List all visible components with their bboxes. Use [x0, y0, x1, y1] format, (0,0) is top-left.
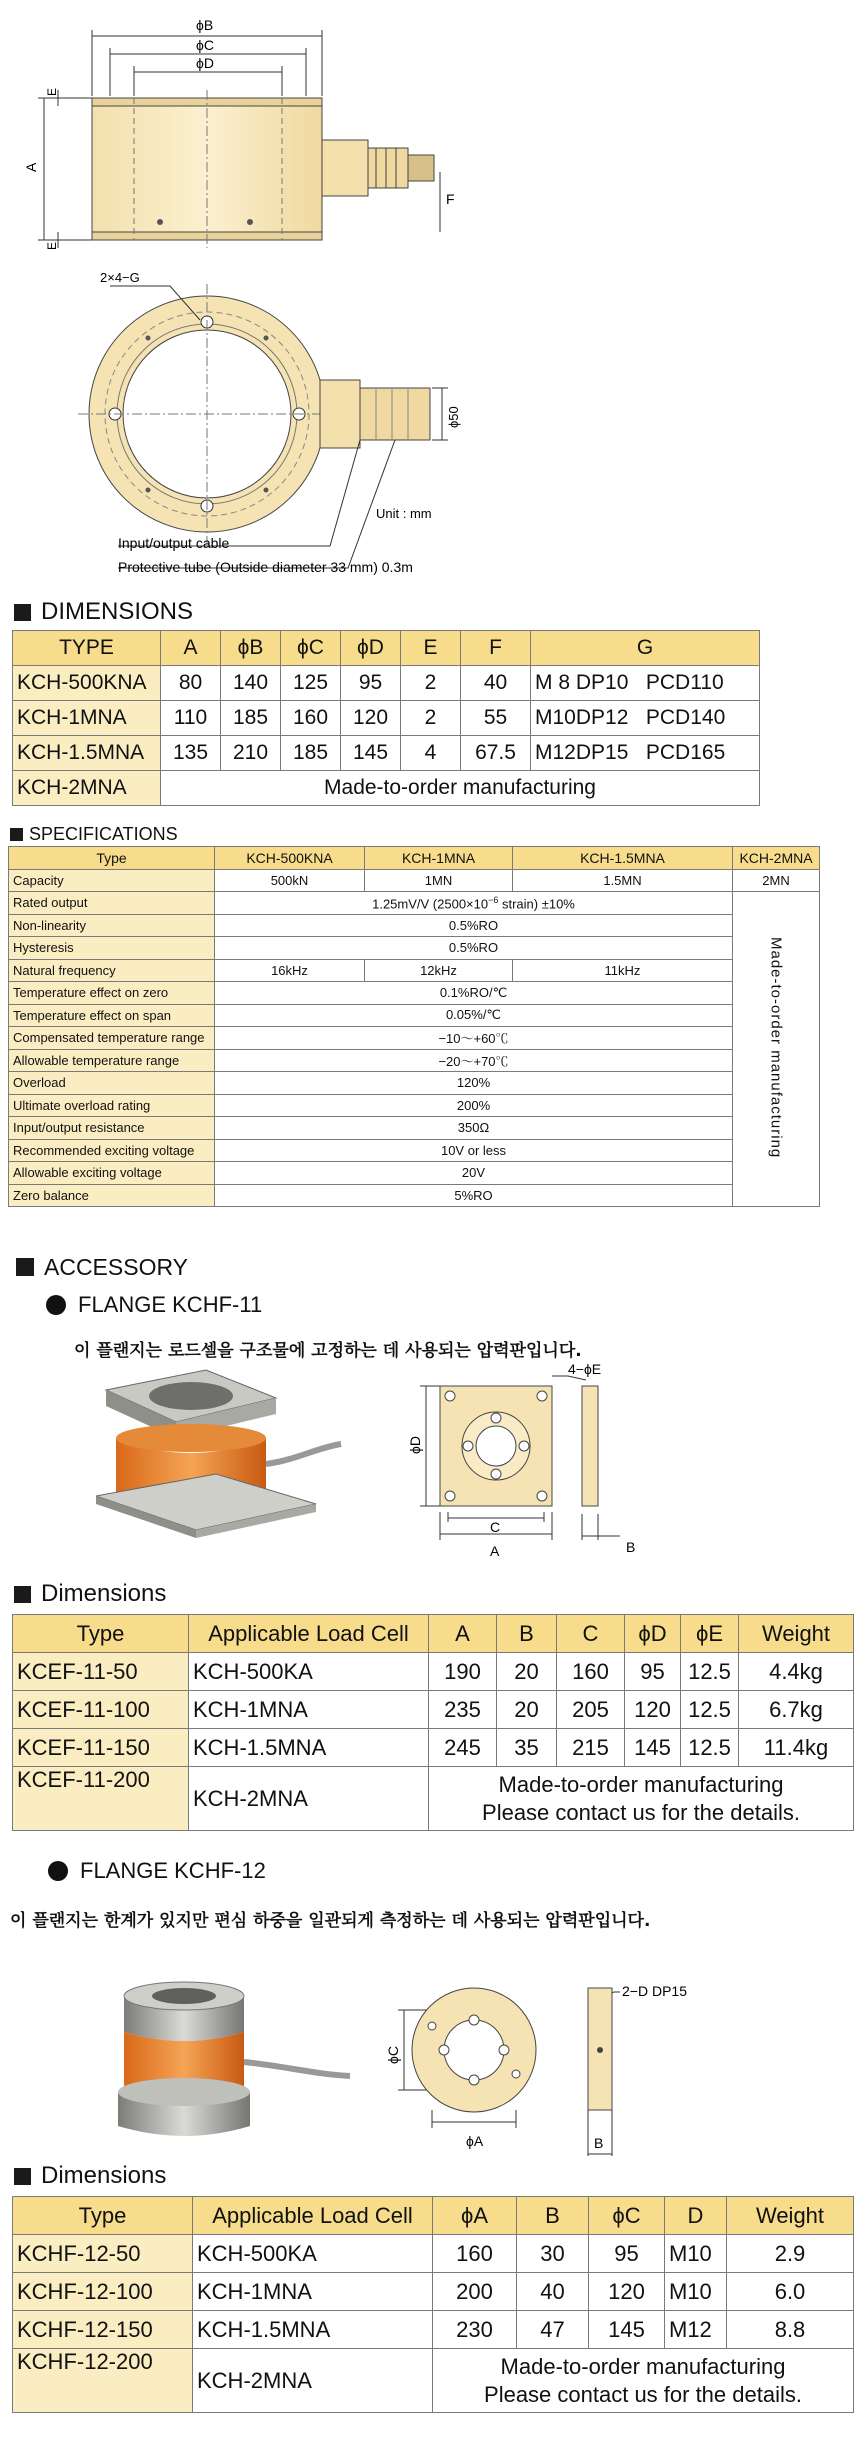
- flange12-drawing: [384, 1970, 704, 2160]
- table-row: Rated output 1.25mV/V ($2500\times 10^{-6}$ strain) ±10% Made-to-order manufacturing: [9, 892, 820, 915]
- table-row: KCH-500KNA 80 140 125 95 2 40 M 8 DP10 PCD110: [13, 666, 760, 701]
- flange11-label-C: C: [490, 1519, 501, 1535]
- label-phiD: ϕD: [196, 55, 214, 71]
- col-type: Type: [9, 847, 215, 870]
- table-row: Allowable exciting voltage 20V: [9, 1162, 820, 1185]
- specifications-table: Type KCH-500KNA KCH-1MNA KCH-1.5MNA KCH-2MNA Capacity 500kN 1MN 1.5MN 2MN Rated output 1.25mV/V ($2500\times 10^{-6}$ strain) ±10% Made-to-order manufacturing Non-linearity 0.5%RO Hysteresis 0.5%RO Natural frequency 16kHz 12kHz 11kHz Temperature effect on zero 0.1%RO/℃ Temperature effect on span 0.05%/℃ Compensated temperature range −10～+60℃ Allowable temperature range −20～+70℃ Overload 120% Ultimate overload rating 200% Input/output resistance 350Ω Recommended exciting voltage 10V or less Allowable exciting voltage 20V Zero balance 5%RO: [8, 846, 820, 1207]
- col-B: ϕB: [221, 631, 281, 666]
- flange11-label-E: 4−ϕE: [568, 1362, 602, 1377]
- col-E: E: [401, 631, 461, 666]
- flange11-heading: FLANGE KCHF-11: [46, 1292, 262, 1318]
- table-row: Recommended exciting voltage 10V or less: [9, 1139, 820, 1162]
- flange12-table: Type Applicable Load Cell ϕA B ϕC D Weight KCHF-12-50 KCH-500KA 160 30 95 M10 2.9 KCHF-12-100 KCH-1MNA 200 40 120 M10 6.0 KCHF-12-150 KCH-1.5MNA 230 47 145 M12 8.8 KCHF-12-200 KCH-2MNA Made-to-order manufacturing Please contact us for the details.: [12, 2196, 854, 2413]
- circle-bullet-icon: [46, 1295, 66, 1315]
- flange11-photo: [96, 1368, 346, 1538]
- flange11-dimensions-heading: Dimensions: [14, 1580, 166, 1608]
- dimensions-heading: DIMENSIONS: [14, 598, 193, 626]
- square-bullet-icon: [10, 828, 23, 841]
- square-bullet-icon: [14, 1586, 31, 1603]
- flange12-label-A: ϕA: [466, 2133, 484, 2149]
- flange11-description: 이 플랜지는 로드셀을 구조물에 고정하는 데 사용되는 압력판입니다.: [74, 1341, 582, 1361]
- table-row: Compensated temperature range −10～+60℃: [9, 1027, 820, 1050]
- label-phiC: ϕC: [196, 37, 214, 53]
- col-F: F: [461, 631, 531, 666]
- table-row: KCH-1.5MNA 135 210 185 145 4 67.5 M12DP15 PCD165: [13, 736, 760, 771]
- table-row: Overload 120%: [9, 1072, 820, 1095]
- table-row: KCHF-12-50 KCH-500KA 160 30 95 M10 2.9: [13, 2235, 854, 2273]
- table-row: Hysteresis 0.5%RO: [9, 937, 820, 960]
- table-row: KCEF-11-200 KCH-2MNA Made-to-order manufacturing Please contact us for the details.: [13, 1767, 854, 1831]
- table-row: KCHF-12-150 KCH-1.5MNA 230 47 145 M12 8.8: [13, 2311, 854, 2349]
- table-row: KCHF-12-100 KCH-1MNA 200 40 120 M10 6.0: [13, 2273, 854, 2311]
- square-bullet-icon: [16, 1258, 34, 1276]
- label-G: 2×4−G: [100, 270, 140, 285]
- table-row: KCHF-12-200 KCH-2MNA Made-to-order manufacturing Please contact us for the details.: [13, 2349, 854, 2413]
- tube-note: Protective tube (Outside diameter 33 mm) 0.3m: [118, 559, 413, 575]
- unit-note: Unit : mm: [376, 506, 432, 521]
- label-phi50: ϕ50: [446, 406, 461, 428]
- table-row: Non-linearity 0.5%RO: [9, 914, 820, 937]
- table-row: KCH-2MNA Made-to-order manufacturing: [13, 771, 760, 806]
- accessory-heading: ACCESSORY: [16, 1254, 188, 1280]
- col-G: G: [531, 631, 760, 666]
- label-phiB: ϕB: [196, 17, 214, 33]
- flange12-description: 이 플랜지는 한계가 있지만 편심 하중을 일관되게 측정하는 데 사용되는 압력판입니다.: [10, 1911, 651, 1931]
- label-E-bottom: E: [45, 241, 59, 250]
- col-D: ϕD: [341, 631, 401, 666]
- table-row: Temperature effect on span 0.05%/℃: [9, 1004, 820, 1027]
- table-row: KCEF-11-100 KCH-1MNA 235 20 205 120 12.5 6.7kg: [13, 1691, 854, 1729]
- flange12-photo: [114, 1976, 354, 2146]
- cable-note: Input/output cable: [118, 535, 230, 551]
- table-row: KCH-1MNA 110 185 160 120 2 55 M10DP12 PCD140: [13, 701, 760, 736]
- dimensions-table: [12, 630, 760, 806]
- table-row: Allowable temperature range −20～+70℃: [9, 1049, 820, 1072]
- load-cell-drawing: [0, 0, 866, 600]
- table-row: Ultimate overload rating 200%: [9, 1094, 820, 1117]
- label-F: F: [446, 191, 455, 207]
- flange11-label-A: A: [490, 1543, 500, 1559]
- flange11-drawing: [380, 1362, 660, 1562]
- table-row: Zero balance 5%RO: [9, 1184, 820, 1207]
- table-row: KCEF-11-50 KCH-500KA 190 20 160 95 12.5 4.4kg: [13, 1653, 854, 1691]
- flange12-label-DP: 2−D DP15: [622, 1983, 687, 1999]
- circle-bullet-icon: [48, 1861, 68, 1881]
- specifications-heading: SPECIFICATIONS: [10, 824, 178, 844]
- table-row: Input/output resistance 350Ω: [9, 1117, 820, 1140]
- square-bullet-icon: [14, 2168, 31, 2185]
- col-C: ϕC: [281, 631, 341, 666]
- label-A: A: [23, 162, 39, 172]
- table-row: Capacity 500kN 1MN 1.5MN 2MN: [9, 869, 820, 892]
- label-E-top: E: [45, 87, 59, 96]
- made-to-order-cell: Made-to-order manufacturing: [733, 892, 820, 1207]
- flange11-label-B: B: [626, 1539, 636, 1555]
- flange12-heading: FLANGE KCHF-12: [48, 1858, 266, 1884]
- flange11-label-D: ϕD: [407, 1436, 423, 1454]
- table-row: Temperature effect on zero 0.1%RO/℃: [9, 982, 820, 1005]
- flange12-dimensions-heading: Dimensions: [14, 2162, 166, 2190]
- col-A: A: [161, 631, 221, 666]
- table-row: KCEF-11-150 KCH-1.5MNA 245 35 215 145 12.5 11.4kg: [13, 1729, 854, 1767]
- flange11-table: Type Applicable Load Cell A B C ϕD ϕE Weight KCEF-11-50 KCH-500KA 190 20 160 95 12.5 4.4kg KCEF-11-100 KCH-1MNA 235 20 205 120 12.5 6.7kg KCEF-11-150 KCH-1.5MNA 245 35 215 145 12.5 11.4kg KCEF-11-200 KCH-2MNA Made-to-order manufacturing Please contact us for the details.: [12, 1614, 854, 1831]
- table-row: Natural frequency 16kHz 12kHz 11kHz: [9, 959, 820, 982]
- flange12-label-C: ϕC: [385, 2046, 401, 2064]
- flange12-label-B: B: [594, 2135, 604, 2151]
- col-type: TYPE: [13, 631, 161, 666]
- square-bullet-icon: [14, 604, 31, 621]
